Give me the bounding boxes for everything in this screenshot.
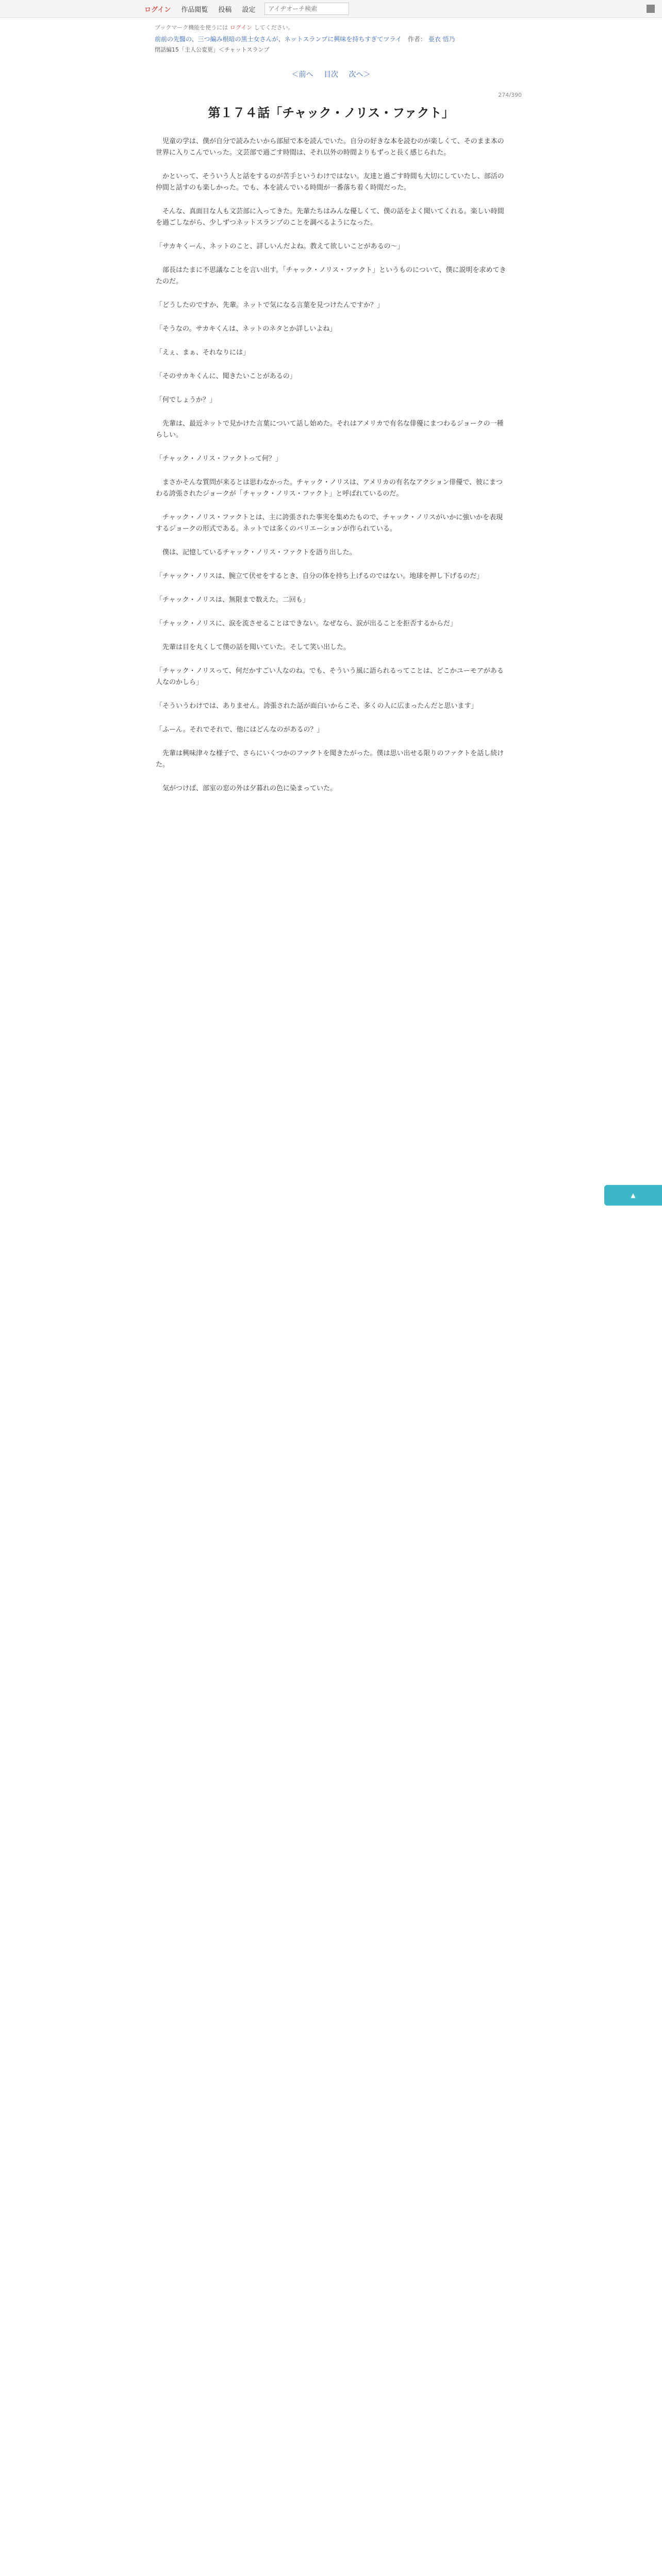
paragraph: そんな、真面目な人も文芸部に入ってきた。先輩たちはみんな優しくて、僕の話をよく聞いてくれる。楽しい時間を過ごしながら、少しずつネットスランプのことを調べるようになった。 xyxy=(156,208,504,227)
notice-suffix: してください。 xyxy=(254,24,294,31)
next-chapter-link[interactable]: 次へ＞ xyxy=(349,71,371,79)
paragraph: 「そうなの。サカキくんは、ネットのネタとか詳しいよね」 xyxy=(156,325,337,333)
nav-browse[interactable]: 作品閲覧 xyxy=(181,6,208,14)
paragraph: 「チャック・ノリスに、涙を流させることはできない。なぜなら、涙が出ることを拒否するからだ」 xyxy=(156,620,457,628)
side-floating-button[interactable] xyxy=(604,1185,662,1206)
menu-icon[interactable] xyxy=(647,5,655,13)
paragraph: 「チャック・ノリス・ファクトって何？」 xyxy=(156,455,283,463)
paragraph: 僕は、記憶しているチャック・ノリス・ファクトを語り出した。 xyxy=(156,549,356,556)
paragraph: 「ふーん。それでそれで、他にはどんなのがあるの？」 xyxy=(156,726,324,734)
side-tab-icon: ▲ xyxy=(631,1192,636,1199)
paragraph: 児童の学は、僕が自分で読みたいから部屋で本を読んでいた。自分の好きな本を読むのが楽しくて、そのまま本の世界に入りこんでいった。文芸部で過ごす時間は、それ以外の時間よりもずっと長く感じられた。 xyxy=(156,138,504,157)
chapter-breadcrumb: 閉話編15「主人公変更」＜チャットスランプ xyxy=(155,46,270,53)
paragraph: 「そのサカキくんに、聞きたいことがあるの」 xyxy=(156,372,296,380)
search-input[interactable] xyxy=(264,3,349,15)
login-link[interactable]: ログイン xyxy=(144,6,171,14)
paragraph: まさかそんな質問が来るとは思わなかった。チャック・ノリスは、アメリカの有名なアクション俳優で、彼にまつわる誇張されたジョークが「チャック・ノリス・ファクト」と呼ばれているのだ。 xyxy=(156,479,503,498)
paragraph: 部長はたまに不思議なことを言い出す。「チャック・ノリス・ファクト」というものについて、僕に説明を求めてきたのだ。 xyxy=(156,266,506,285)
nav-post[interactable]: 投稿 xyxy=(218,6,232,14)
chapter-number: 274/390 xyxy=(498,92,522,98)
paragraph: 「えぇ、まぁ、それなりには」 xyxy=(156,349,250,357)
paragraph: 「何でしょうか？」 xyxy=(156,396,217,404)
paragraph: 「サカキくーん、ネットのこと、詳しいんだよね。教えて欲しいことがあるの〜」 xyxy=(156,243,404,250)
paragraph: 「チャック・ノリスって、何だかすごい人なのね。でも、そういう風に語られるってことは、どこかユーモアがある人なのかしら」 xyxy=(156,667,504,686)
index-link[interactable]: 目次 xyxy=(324,71,338,79)
notice-login-link[interactable]: ログイン xyxy=(229,24,253,31)
top-navigation-bar xyxy=(0,0,662,18)
chapter-title: 第１７４話「チャック・ノリス・ファクト」 xyxy=(208,106,454,120)
paragraph: かといって、そういう人と話をするのが苦手というわけではない。友達と過ごす時間も大切にしていたし、部活の仲間と話すのも楽しかった。でも、本を読んでいる時間が一番落ち着く時間だった。 xyxy=(156,173,504,192)
paragraph: 「チャック・ノリスは、腕立て伏せをするとき、自分の体を持ち上げるのではない。地球を押し下げるのだ」 xyxy=(156,572,484,580)
paragraph: 先輩は目を丸くして僕の話を聞いていた。そして笑い出した。 xyxy=(156,643,351,651)
bookmark-notice xyxy=(155,23,662,31)
notice-prefix: ブックマーク機能を使うには xyxy=(155,24,228,31)
prev-chapter-link[interactable]: ＜前へ xyxy=(291,71,313,79)
paragraph: 気がつけば、部室の窓の外は夕暮れの色に染まっていた。 xyxy=(156,785,337,792)
chapter-pager xyxy=(0,69,662,79)
work-title-link[interactable]: 前前の先醫の、三つ編み根暗の黒士女さんが、ネットスランプに興味を持ちすぎてツライ xyxy=(155,36,402,43)
paragraph: 「チャック・ノリスは、無限まで数えた。二回も」 xyxy=(156,596,309,604)
author-link[interactable]: 亜衣 悟乃 xyxy=(428,36,455,43)
author-label: 作者： xyxy=(407,36,426,43)
chapter-body xyxy=(156,136,506,794)
paragraph: チャック・ノリス・ファクトとは、主に誇張された事実を集めたもので、チャック・ノリスがいかに強いかを表現するジョークの形式である。ネットでは多くのバリエーションが作られている。 xyxy=(156,514,503,533)
paragraph: 「そういうわけでは、ありません。誇張された話が面白いからこそ、多くの人に広まったんだと思います」 xyxy=(156,702,478,710)
work-header xyxy=(155,35,662,43)
paragraph: 「どうしたのですか、先輩。ネットで気になる言葉を見つけたんですか？」 xyxy=(156,301,384,309)
nav-settings[interactable]: 設定 xyxy=(242,6,256,14)
paragraph: 先輩は興味津々な様子で、さらにいくつかのファクトを聞きたがった。僕は思い出せる限りのファクトを話し続けた。 xyxy=(156,750,504,769)
paragraph: 先輩は、最近ネットで見かけた言葉について話し始めた。それはアメリカで有名な俳優にまつわるジョークの一種らしい。 xyxy=(156,420,504,439)
